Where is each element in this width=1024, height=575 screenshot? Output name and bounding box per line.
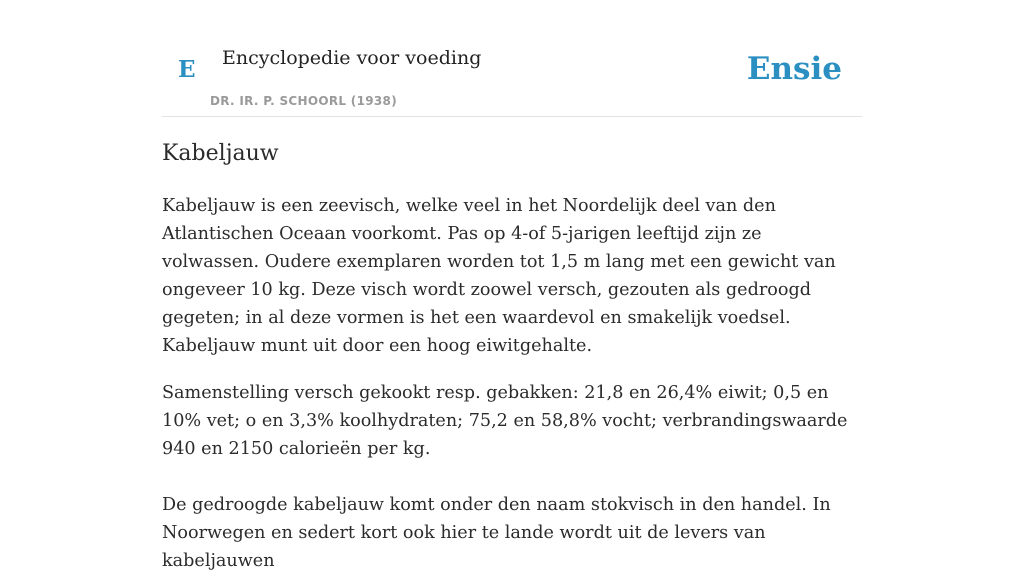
ensie-logo[interactable]: Ensie <box>746 51 842 87</box>
book-logo[interactable]: E <box>178 56 196 83</box>
entry-paragraph: De gedroogde kabeljauw komt onder den naam stokvisch in den handel. In Noorwegen en sedert kort ook hier te lande wordt uit de levers van kabeljauwen <box>162 495 831 571</box>
book-title[interactable]: Encyclopedie voor voeding <box>222 47 482 69</box>
entry-paragraph: Kabeljauw is een zeevisch, welke veel in het Noordelijk deel van den Atlantischen Oceaan voorkomt. Pas op 4-of 5-jarigen leeftijd zijn ze volwassen. Oudere exemplaren worden tot 1,5 m lang met een gewicht van ongeveer 10 kg. Deze visch wordt zoowel versch, gezouten als gedroogd gegeten; in al deze vormen is het een waardevol en smakelijk voedsel. Kabeljauw munt uit door een hoog eiwitgehalte. <box>162 196 836 356</box>
book-author: DR. IR. P. SCHOORL (1938) <box>210 94 397 108</box>
entry-paragraph: Samenstelling versch gekookt resp. gebakken: 21,8 en 26,4% eiwit; 0,5 en 10% vet; o en 3,3% koolhydraten; 75,2 en 58,8% vocht; verbrandingswaarde 940 en 2150 calorieën per kg. <box>162 383 848 459</box>
entry-title: Kabeljauw <box>162 141 279 166</box>
entry-content <box>162 138 862 575</box>
book-header <box>162 0 862 117</box>
